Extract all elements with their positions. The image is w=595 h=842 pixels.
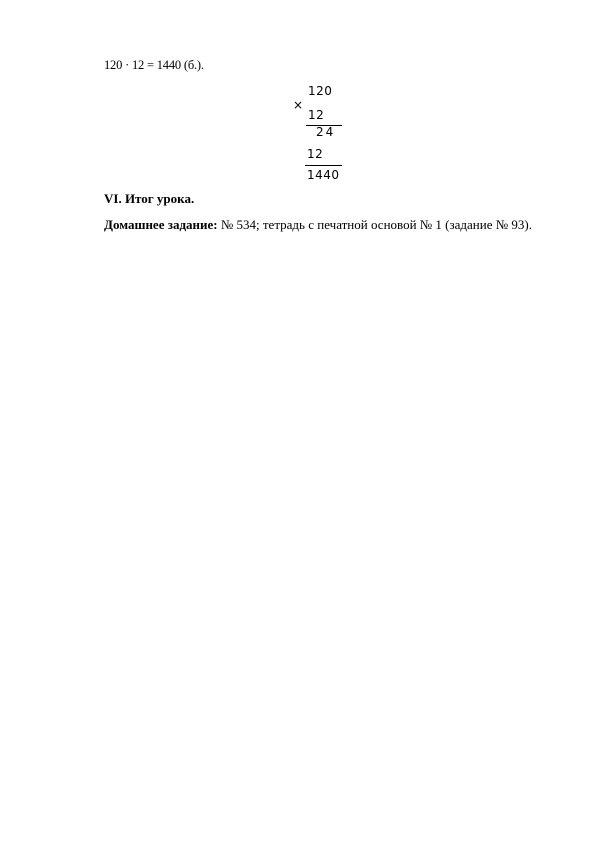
multiplicand: 120 (308, 84, 333, 98)
partial-product-2: 12 (307, 147, 324, 161)
equation-line: 120 · 12 = 1440 (б.). (104, 58, 204, 72)
homework-text: № 534; тетрадь с печатной основой № 1 (задание № 93). (217, 217, 532, 232)
homework-label: Домашнее задание: (104, 217, 218, 232)
sum-rule (305, 165, 342, 166)
multiply-sign: × (293, 98, 304, 112)
partial-product-1: 24 (316, 125, 336, 139)
homework-paragraph (86, 214, 552, 236)
multiplier: 12 (308, 108, 325, 122)
multiplication-result: 1440 (307, 168, 340, 182)
section-heading: VI. Итог урока. (104, 191, 195, 206)
column-multiplication (290, 84, 350, 184)
